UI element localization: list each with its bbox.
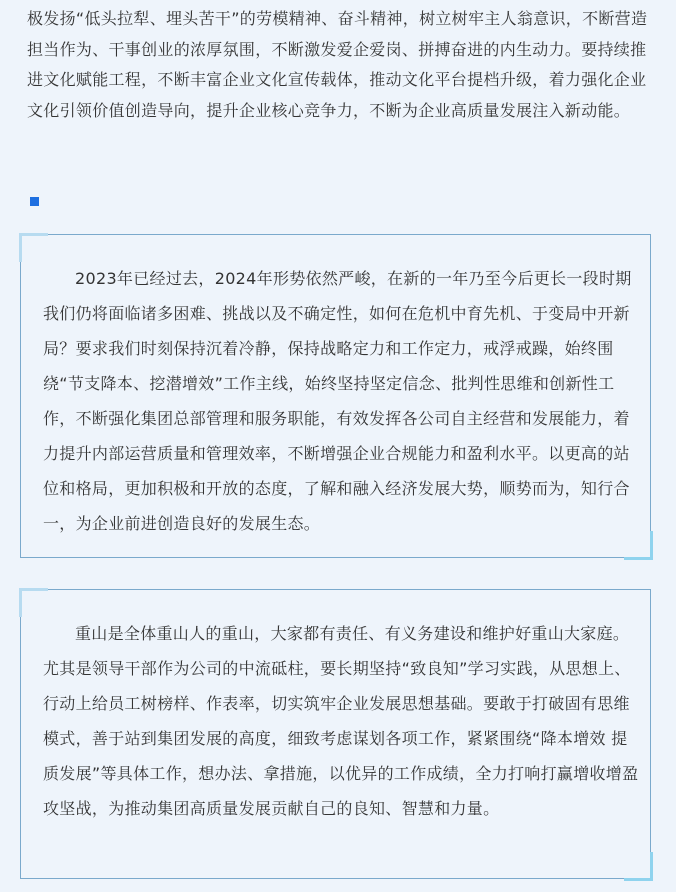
box1-paragraph: 2023年已经过去，2024年形势依然严峻，在新的一年乃至今后更长一段时期我们仍将面临诸多困难、挑战以及不确定性，如何在危机中育先机、于变局中开新局？要求我们时刻保持沉着冷静，保持战略定力和工作定力，戒浮戒躁，始终围绕“节支降本、挖潜增效”工作主线，始终坚持坚定信念、批判性思维和创新性工作，不断强化集团总部管理和服务职能，有效发挥各公司自主经营和发展能力，着力提升内部运营质量和管理效率，不断增强企业合规能力和盈利水平。以更高的站位和格局，更加积极和开放的态度，了解和融入经济发展大势，顺势而为，知行合一，为企业前进创造良好的发展生态。: [43, 269, 632, 533]
quote-box-2: [20, 589, 651, 879]
box-corner-decoration: [624, 531, 653, 560]
intro-paragraph: 极发扬“低头拉犁、埋头苦干”的劳模精神、奋斗精神，树立树牢主人翁意识，不断营造担当作为、干事创业的浓厚氛围，不断激发爱企爱岗、拼搏奋进的内生动力。要持续推进文化赋能工程，不断丰富企业文化宣传载体，推动文化平台提档升级，着力强化企业文化引领价值创造导向，提升企业核心竞争力，不断为企业高质量发展注入新动能。: [27, 9, 648, 120]
box-corner-decoration: [19, 233, 48, 262]
box-corner-decoration: [624, 852, 653, 881]
box-corner-decoration: [19, 588, 48, 617]
section-bullet-marker: [30, 197, 39, 206]
quote-box-1: [20, 234, 651, 558]
box2-paragraph: 重山是全体重山人的重山，大家都有责任、有义务建设和维护好重山大家庭。尤其是领导干部作为公司的中流砥柱，要长期坚持“致良知”学习实践，从思想上、行动上给员工树榜样、作表率，切实筑牢企业发展思想基础。要敢于打破固有思维模式，善于站到集团发展的高度，细致考虑谋划各项工作，紧紧围绕“降本增效 提质发展”等具体工作，想办法、拿措施，以优异的工作成绩，全力打响打赢增收增盈攻坚战，为推动集团高质量发展贡献自己的良知、智慧和力量。: [43, 624, 639, 818]
